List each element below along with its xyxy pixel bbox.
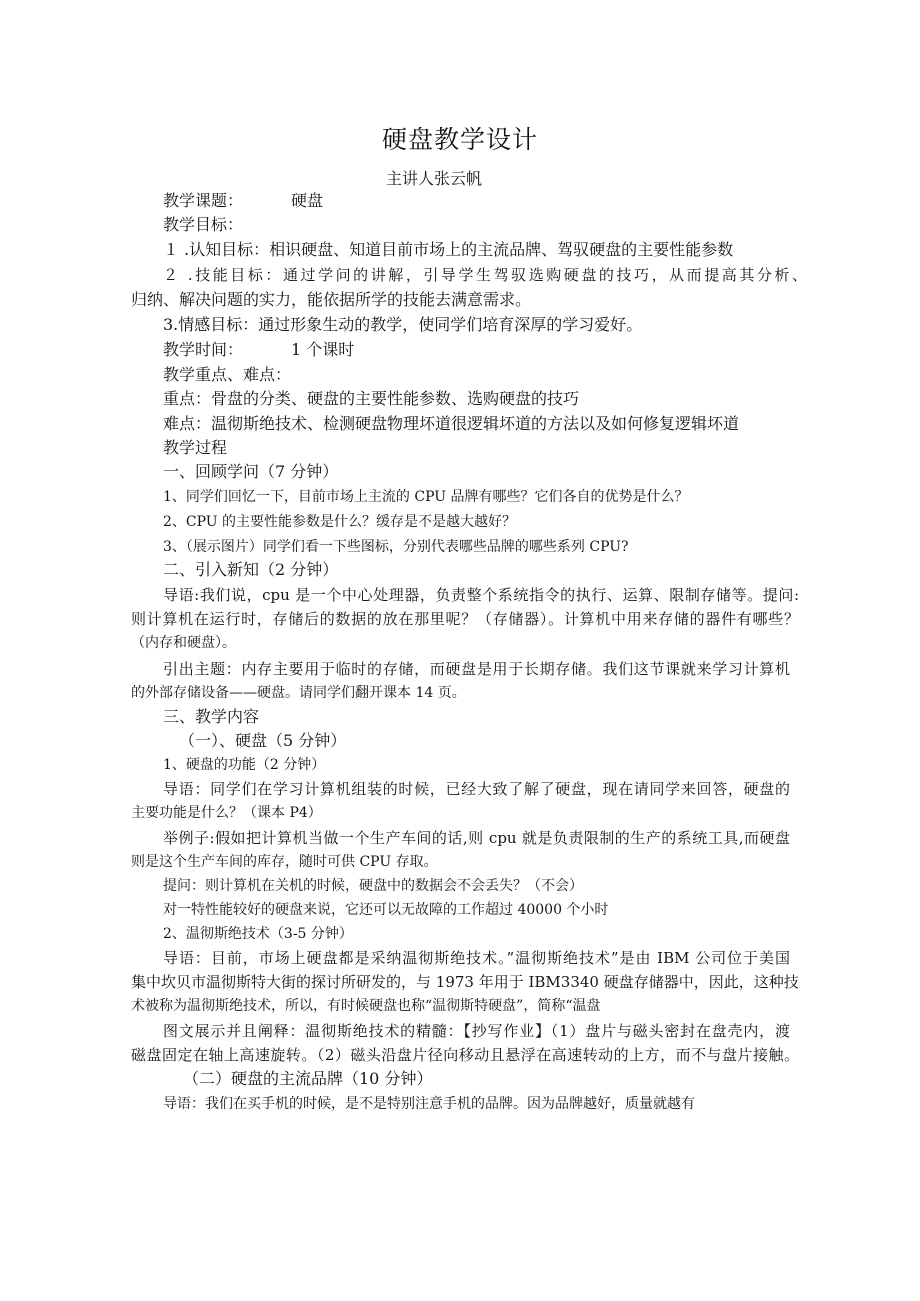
section-2-heading: 二、引入新知（2 分钟） bbox=[163, 560, 339, 579]
section-1-question-2: 2、CPU 的主要性能参数是什么？缓存是不是越大越好？ bbox=[163, 514, 517, 530]
key-point: 重点：骨盘的分类、硬盘的主要性能参数、选购硬盘的技巧 bbox=[163, 389, 580, 408]
section-2-para-1-line-2: 则计算机在运行时，存储后的数据的放在那里呢？（存储器）。计算机中用来存储的器件有哪些？ bbox=[131, 610, 799, 628]
subsection-1-1-para-1-line-1: 导语：同学们在学习计算机组装的时候，已经大致了解了硬盘，现在请同学来回答，硬盘的 bbox=[163, 780, 790, 798]
section-1-question-1: 1、同学们回忆一下，目前市场上主流的 CPU 品牌有哪些？它们各自的优势是什么？ bbox=[163, 489, 689, 505]
section-1-heading: 一、回顾学问（7 分钟） bbox=[163, 462, 339, 481]
section-2-para-2-line-1: 引出主题：内存主要用于临时的存储，而硬盘是用于长期存储。我们这节课就来学习计算机 bbox=[163, 660, 790, 678]
time-label: 教学时间： bbox=[163, 340, 244, 359]
subsection-1-2-para-1-line-1: 导语：目前，市场上硬盘都是采纳温彻斯绝技术。”温彻斯绝技术”是由 IBM 公司位于美国 bbox=[163, 949, 790, 967]
subsection-1-1-para-2-line-1: 举例子:假如把计算机当做一个生产车间的话,则 cpu 就是负责限制的生产的系统工具,而硬盘 bbox=[163, 829, 790, 847]
subsection-1-2-para-2-line-1: 图文展示并且阐释：温彻斯绝技术的精髓：【抄写作业】（1）盘片与磁头密封在盘壳内，渡 bbox=[163, 1022, 790, 1040]
subsection-1-1-question: 提问：则计算机在关机的时候，硬盘中的数据会不会丢失？（不会） bbox=[163, 878, 583, 894]
course-value: 硬盘 bbox=[291, 191, 324, 210]
objective-2-line-2: 归纳、解决问题的实力，能依据所学的技能去满意需求。 bbox=[131, 290, 532, 309]
section-2-para-1-line-1: 导语:我们说，cpu 是一个中心处理器，负责整个系统指令的执行、运算、限制存储等。提问: bbox=[163, 586, 799, 604]
subsection-1-1-para-1-line-2: 主要功能是什么？（课本 P4） bbox=[131, 805, 322, 821]
key-points-label: 教学重点、难点： bbox=[163, 365, 292, 384]
course-label: 教学课题： bbox=[163, 191, 244, 210]
time-value: 1 个课时 bbox=[291, 340, 355, 359]
time-line bbox=[163, 339, 354, 361]
subsection-1-2-para-1-line-3: 术被称为温彻斯绝技术，所以，有时候硬盘也称“温彻斯特硬盘”，简称“温盘 bbox=[131, 998, 601, 1014]
section-2-para-2-line-2: 的外部存储设备——硬盘。请同学们翻开课本 14 页。 bbox=[131, 685, 466, 701]
objective-2-line-1: ２ .技能目标：通过学问的讲解，引导学生驾驭选购硬盘的技巧，从而提高其分析、 bbox=[163, 266, 807, 284]
subsection-1-2-para-2-line-2: 磁盘固定在轴上高速旋转。（2）磁头沿盘片径向移动且悬浮在高速转动的上方，而不与盘片接触。 bbox=[131, 1046, 799, 1064]
subsection-1-1-para-2-line-2: 则是这个生产车间的库存，随时可供 CPU 存取。 bbox=[131, 854, 438, 870]
section-1-question-3: 3、（展示图片）同学们看一下些图标，分别代表哪些品牌的哪些系列 CPU? bbox=[163, 539, 629, 555]
difficult-point: 难点：温彻斯绝技术、检测硬盘物理坏道很逻辑坏道的方法以及如何修复逻辑坏道 bbox=[163, 414, 740, 433]
document-title: 硬盘教学设计 bbox=[381, 125, 538, 154]
section-3-heading: 三、教学内容 bbox=[163, 707, 260, 726]
section-2-para-1-line-3: （内存和硬盘）。 bbox=[131, 635, 236, 651]
process-label: 教学过程 bbox=[163, 438, 228, 457]
subsection-1-1-heading: 1、硬盘的功能（2 分钟） bbox=[163, 757, 326, 773]
subsection-1-2-heading: 2、温彻斯绝技术（3-5 分钟） bbox=[163, 926, 353, 942]
subsection-1-1-fact: 对一特性能较好的硬盘来说，它还可以无故障的工作超过 40000 个小时 bbox=[163, 902, 609, 918]
subsection-1-heading: （一）、硬盘（5 分钟） bbox=[179, 731, 347, 750]
subsection-2-para-1: 导语：我们在买手机的时候，是不是特别注意手机的品牌。因为品牌越好，质量就越有 bbox=[163, 1096, 695, 1112]
objectives-label: 教学目标： bbox=[163, 215, 244, 234]
course-line bbox=[163, 190, 323, 212]
subsection-1-2-para-1-line-2: 集中坎贝市温彻斯特大街的探讨所研发的，与 1973 年用于 IBM3340 硬盘存储器中，因此，这种技 bbox=[131, 973, 799, 991]
objective-1: １ .认知目标：相识硬盘、知道目前市场上的主流品牌、驾驭硬盘的主要性能参数 bbox=[163, 240, 734, 259]
objective-3: 3.情感目标：通过形象生动的教学，使同学们培育深厚的学习爱好。 bbox=[163, 315, 643, 334]
subsection-2-heading: （二）硬盘的主流品牌（10 分钟） bbox=[183, 1069, 433, 1088]
presenter-line: 主讲人张云帆 bbox=[386, 169, 483, 188]
